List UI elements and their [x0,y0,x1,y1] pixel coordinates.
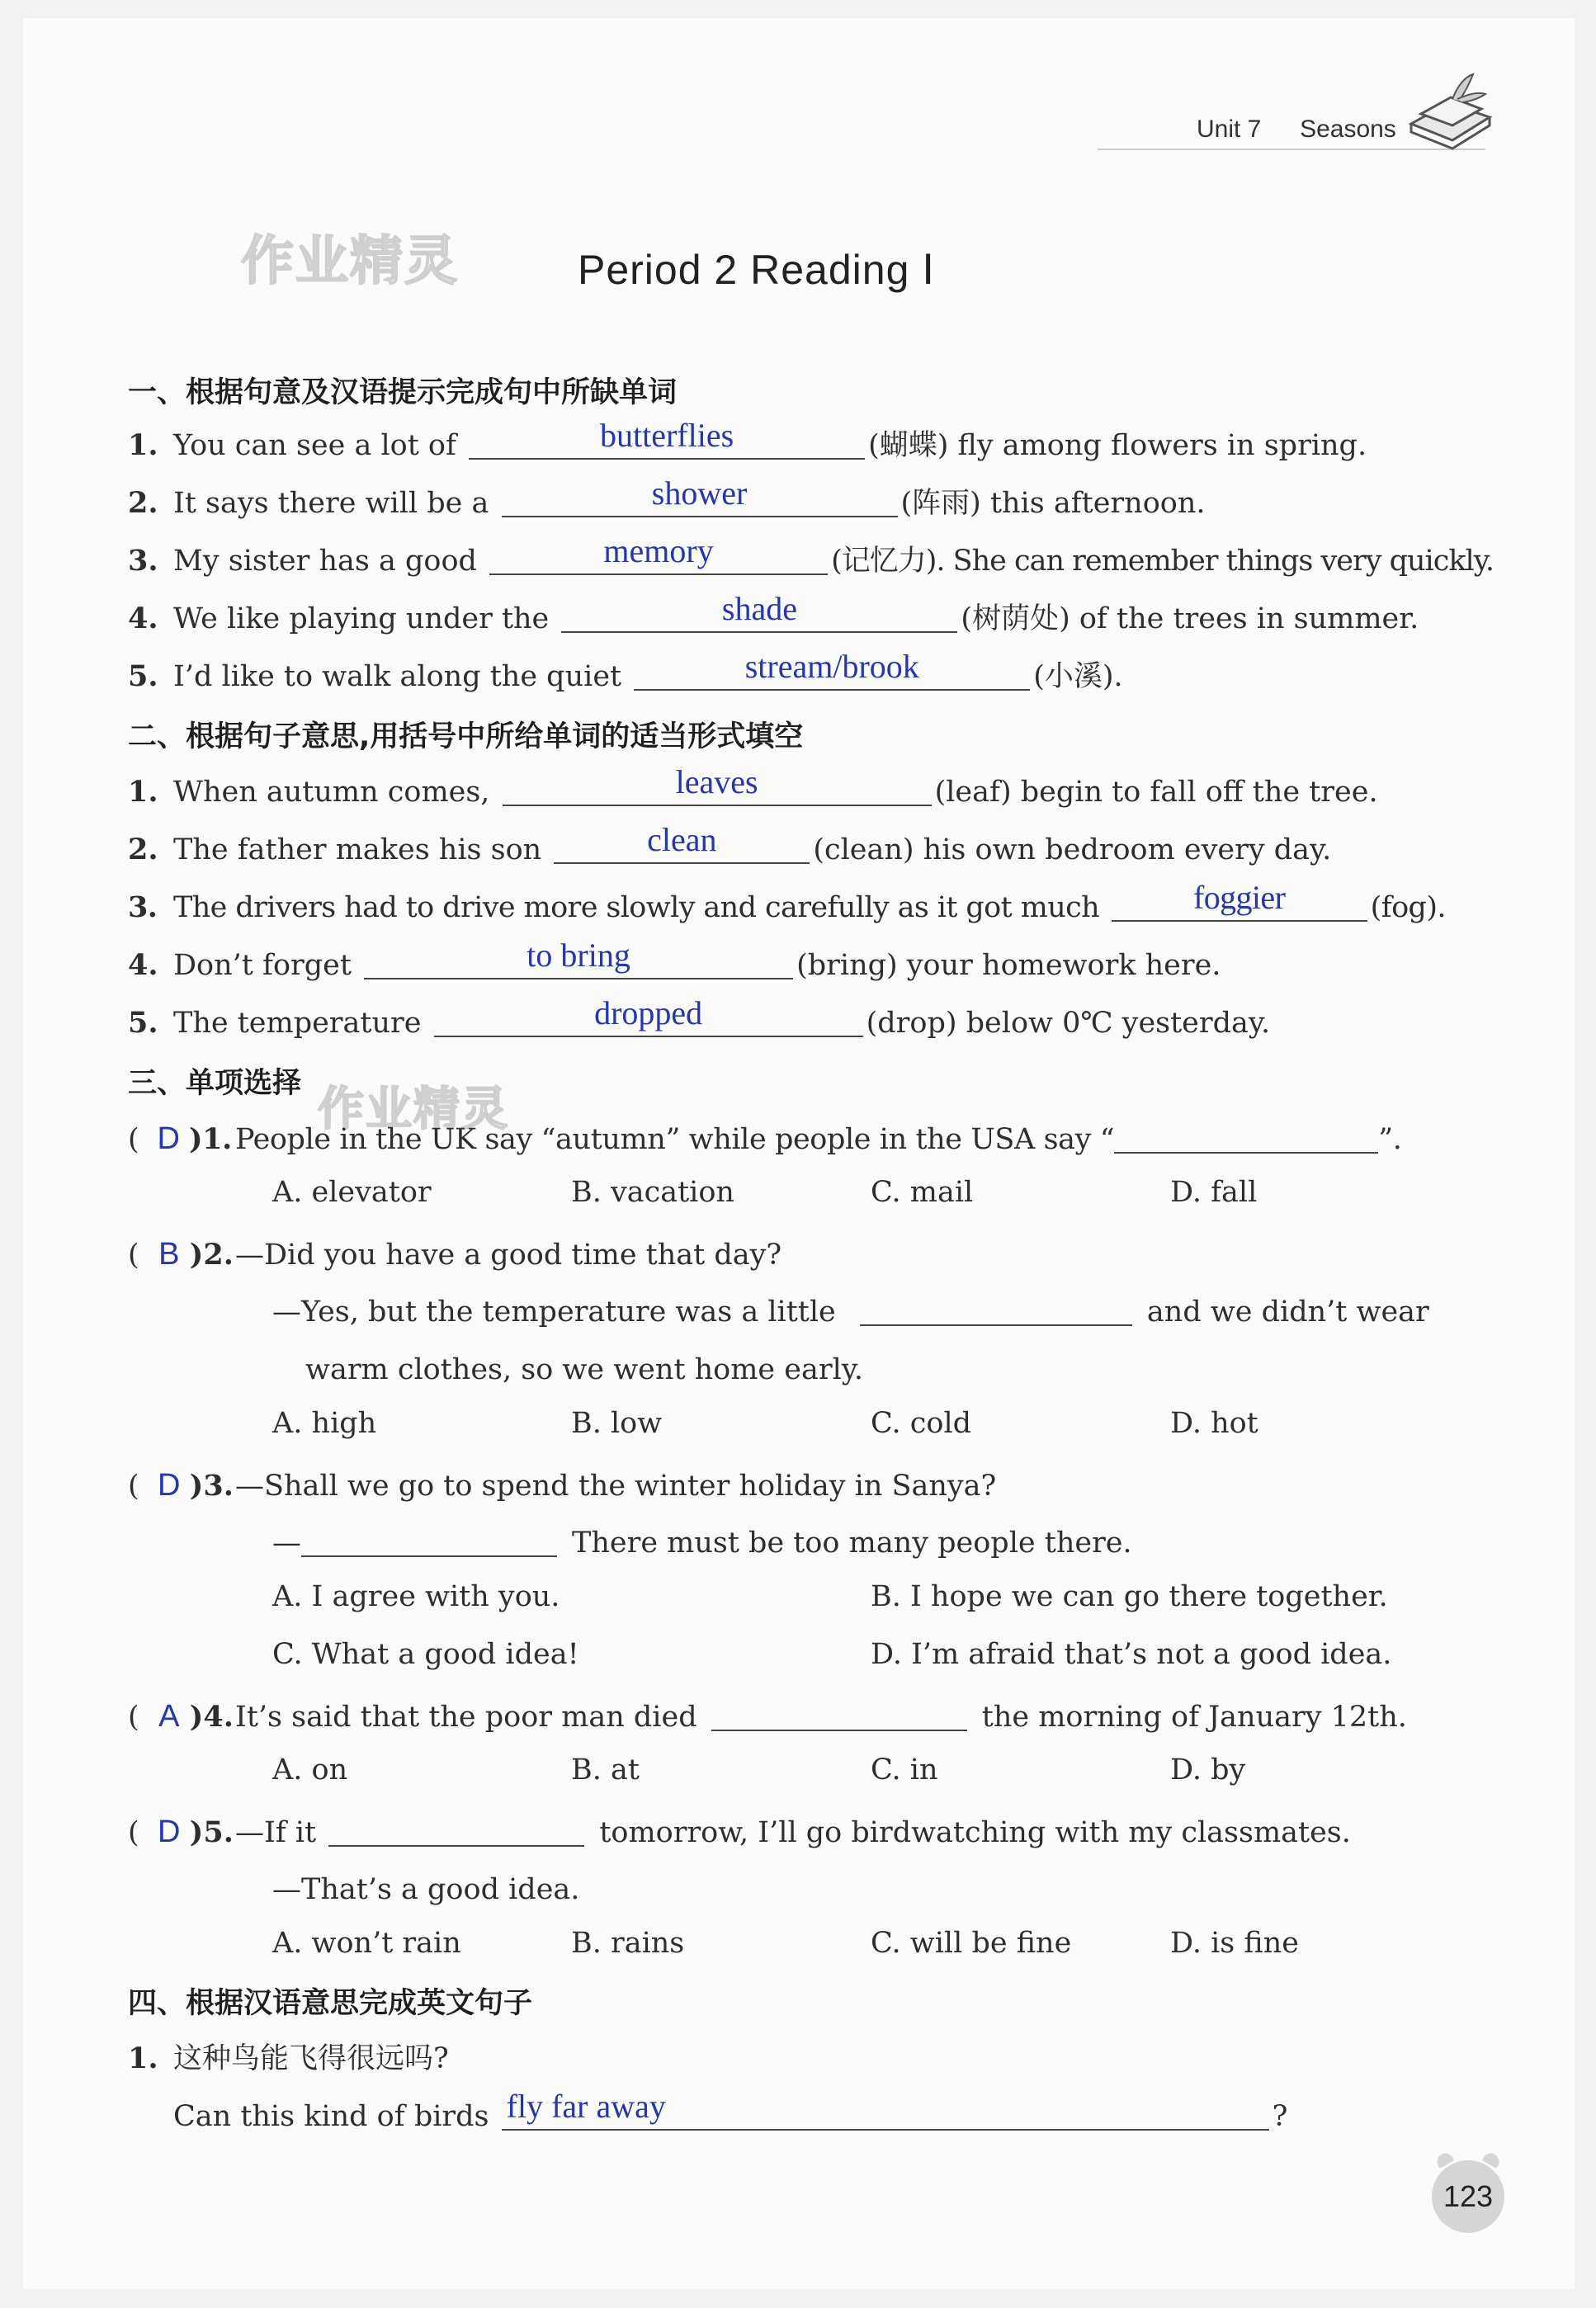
s2-item-4: 4. Don’t forget to bring (bring) your homework here. [128,937,1221,982]
s4-item-1-chinese: 1. 这种鸟能飞得很远吗? [128,2041,449,2075]
mc-question-1: ( D )1. People in the UK say “autumn” while people in the USA say “ ”. [128,1118,1401,1160]
option-d[interactable]: D. hot [1170,1407,1258,1440]
option-c[interactable]: C. What a good idea! [272,1638,579,1671]
answer-text: leaves [675,763,758,800]
option-c[interactable]: C. will be fine [871,1927,1072,1960]
answer-blank[interactable] [502,474,898,517]
choice-answer[interactable]: B [158,1237,180,1272]
s1-item-1: 1. You can see a lot of butterflies (蝴蝶) fly among flowers in spring. [128,417,1367,462]
option-b[interactable]: B. rains [571,1927,685,1960]
unit-label [1197,116,1396,144]
answer-blank[interactable] [469,417,865,460]
page-number: 123 [1432,2160,1504,2233]
answer-text: fly far away [506,2088,666,2125]
option-a[interactable]: A. won’t rain [272,1927,461,1960]
mc-question-5: ( D )5.—If it tomorrow, I’ll go birdwatching with my classmates. [128,1811,1351,1853]
option-b[interactable]: B. at [571,1753,640,1786]
answer-text: foggier [1193,879,1286,916]
answer-blank[interactable] [860,1291,1132,1326]
option-d[interactable]: D. by [1170,1753,1246,1786]
s1-item-5: 5. I’d like to walk along the quiet stream/brook (小溪). [128,648,1123,693]
choice-answer[interactable]: D [158,1815,181,1849]
s1-item-2: 2. It says there will be a shower (阵雨) this afternoon. [128,474,1206,520]
answer-blank[interactable] [711,1697,967,1731]
section-4-heading: 四、根据汉语意思完成英文句子 [128,1987,533,2020]
s1-item-4: 4. We like playing under the shade (树荫处) of the trees in summer. [128,590,1419,635]
s2-item-3: 3. The drivers had to drive more slowly and carefully as it got much foggier (fog). [128,879,1446,924]
books-icon [1403,66,1494,157]
choice-answer[interactable]: D [158,1468,181,1503]
answer-blank[interactable] [1112,879,1367,922]
answer-blank[interactable] [554,821,810,864]
mc-question-3-line-2: — There must be too many people there. [272,1522,1132,1564]
s2-item-5: 5. The temperature dropped (drop) below 0℃ yesterday. [128,994,1271,1040]
option-b[interactable]: B. low [571,1407,663,1440]
s2-item-1: 1. When autumn comes, leaves (leaf) begin to fall off the tree. [128,763,1378,809]
option-d[interactable]: D. fall [1170,1176,1258,1209]
choice-answer[interactable]: A [158,1699,180,1734]
answer-blank[interactable] [364,937,793,979]
answer-blank[interactable] [489,532,828,575]
option-c[interactable]: C. mail [871,1176,974,1209]
option-a[interactable]: A. elevator [272,1176,432,1209]
mc-question-4: ( A )4.It’s said that the poor man died the morning of January 12th. [128,1696,1407,1738]
answer-text: memory [603,532,714,569]
answer-text: butterflies [599,417,734,454]
answer-blank[interactable] [561,590,957,633]
mc-question-2-line-2: —Yes, but the temperature was a little and we didn’t wear [272,1291,1429,1333]
option-b[interactable]: B. I hope we can go there together. [871,1580,1388,1613]
mc-question-5-line-2: —That’s a good idea. [272,1873,580,1906]
s2-item-2: 2. The father makes his son clean (clean) his own bedroom every day. [128,821,1332,866]
section-1-heading: 一、根据句意及汉语提示完成句中所缺单词 [128,376,678,409]
mc-question-2-line-3: warm clothes, so we went home early. [305,1353,864,1386]
section-3-heading: 三、单项选择 [128,1067,302,1100]
option-d[interactable]: D. I’m afraid that’s not a good idea. [871,1638,1392,1671]
unit-topic: Seasons [1300,116,1396,143]
answer-blank[interactable] [434,994,863,1037]
s4-item-1-english: Can this kind of birds fly far away ? [173,2088,1288,2133]
answer-text: shade [721,590,797,627]
option-d[interactable]: D. is fine [1170,1927,1299,1960]
section-2-heading: 二、根据句子意思,用括号中所给单词的适当形式填空 [128,720,804,753]
watermark-logo: 作业精灵 [241,231,459,292]
option-c[interactable]: C. in [871,1753,938,1786]
answer-blank[interactable] [502,2088,1269,2131]
answer-blank[interactable] [634,648,1030,691]
answer-blank[interactable] [301,1522,557,1557]
answer-blank[interactable] [503,763,932,806]
option-a[interactable]: A. on [272,1753,348,1786]
option-a[interactable]: A. I agree with you. [272,1580,560,1613]
answer-blank[interactable] [328,1812,584,1847]
mc-question-2: ( B )2.—Did you have a good time that day? [128,1234,781,1276]
page-title: Period 2 Reading Ⅰ [578,247,936,293]
answer-text: shower [651,474,748,512]
answer-blank[interactable] [1114,1119,1378,1154]
s1-item-3: 3. My sister has a good memory (记忆力). She can remember things very quickly. [128,532,1494,578]
choice-answer[interactable]: D [157,1121,180,1156]
option-a[interactable]: A. high [272,1407,377,1440]
option-c[interactable]: C. cold [871,1407,972,1440]
answer-text: stream/brook [744,648,919,685]
unit-number: Unit 7 [1197,116,1262,143]
answer-text: dropped [594,994,703,1031]
answer-text: clean [647,821,717,858]
mc-question-3: ( D )3.—Shall we go to spend the winter holiday in Sanya? [128,1465,996,1507]
watermark-logo-2: 作业精灵 [318,1083,509,1136]
option-b[interactable]: B. vacation [571,1176,734,1209]
answer-text: to bring [526,937,630,974]
